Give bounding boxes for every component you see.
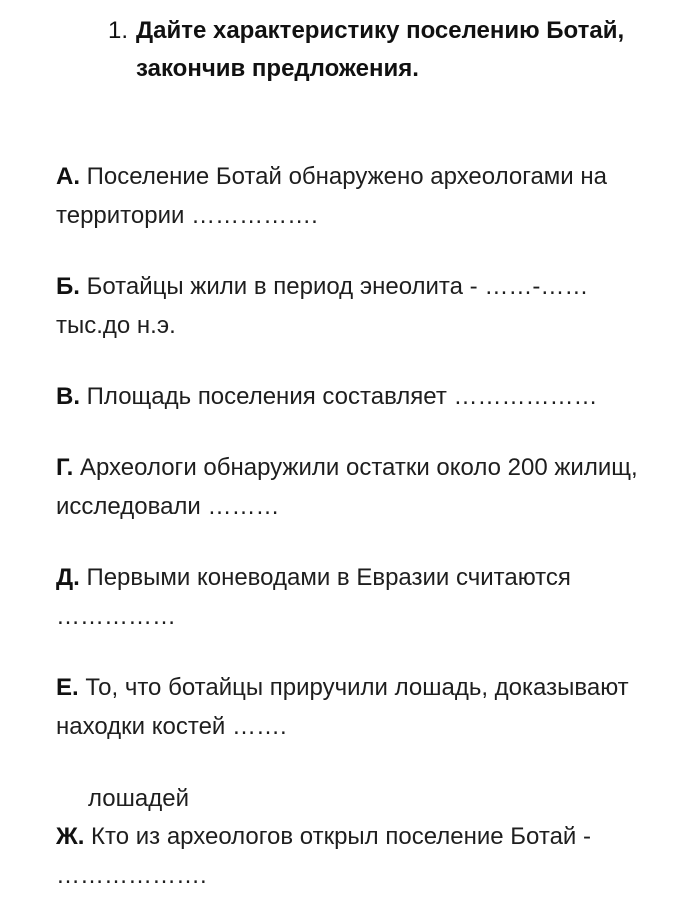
item-letter: Ж.: [56, 823, 85, 850]
question-number: 1.: [108, 17, 129, 44]
item-d: [56, 558, 668, 636]
item-letter: Е.: [56, 674, 79, 701]
item-letter: Б.: [56, 273, 80, 300]
item-v: [56, 377, 668, 416]
item-text: Поселение Ботай обнаружено археологами на территории …………….: [56, 163, 607, 229]
extra-word: лошадей: [88, 785, 189, 812]
item-letter: Д.: [56, 564, 80, 591]
item-e: [56, 668, 668, 746]
item-text: Ботайцы жили в период энеолита - ……-…… тыс.до н.э.: [56, 273, 589, 339]
question-title-line1: Дайте характеристику поселению Ботай,: [136, 17, 625, 44]
item-letter: Г.: [56, 454, 74, 481]
item-b: [56, 267, 668, 345]
item-a: [56, 157, 668, 235]
item-g: [56, 448, 668, 526]
item-text: Кто из археологов открыл поселение Ботай - ……………….: [56, 823, 591, 889]
item-text: Первыми коневодами в Евразии считаются ……………: [56, 564, 571, 630]
item-zh: [56, 817, 668, 895]
item-text: Археологи обнаружили остатки около 200 жилищ, исследовали ………: [56, 454, 638, 520]
item-letter: В.: [56, 383, 80, 410]
item-text: Площадь поселения составляет ………………: [86, 383, 598, 410]
question-title-line2: закончив предложения.: [136, 55, 419, 82]
item-text: То, что ботайцы приручили лошадь, доказывают находки костей …….: [56, 674, 629, 740]
question-heading: [108, 12, 668, 88]
item-letter: А.: [56, 163, 80, 190]
